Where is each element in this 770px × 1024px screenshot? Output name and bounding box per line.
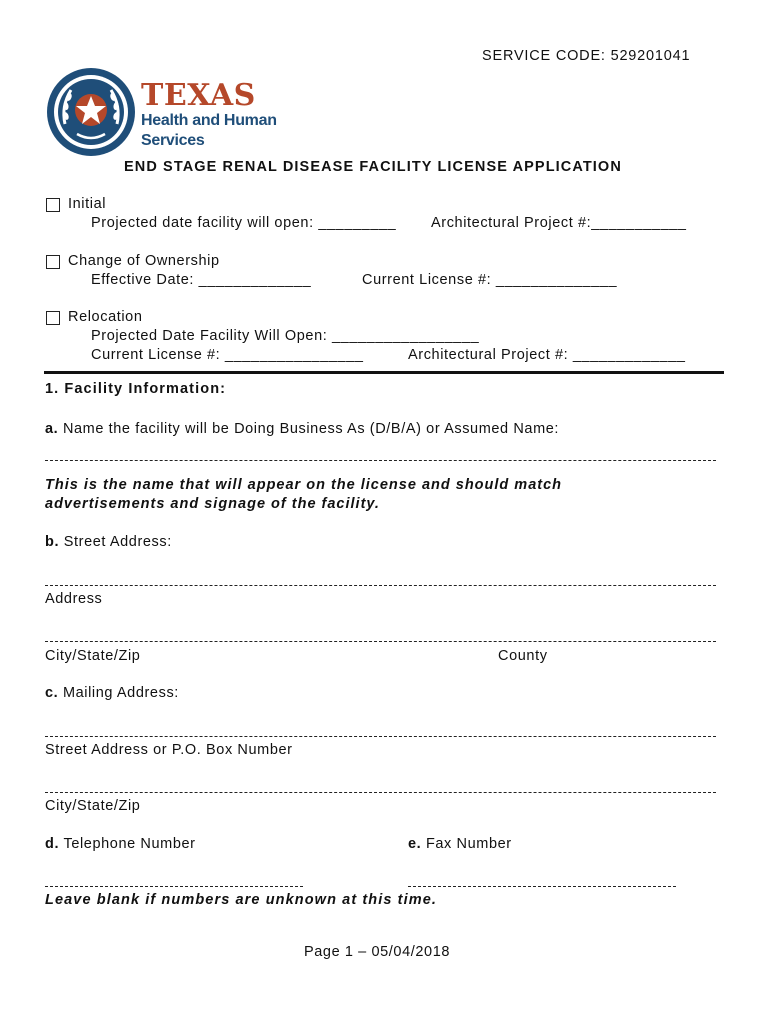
- initial-label: Initial: [68, 196, 107, 212]
- field-c-prefix: c.: [45, 685, 59, 701]
- field-d-prefix: d.: [45, 836, 60, 852]
- texas-seal-icon: [45, 66, 137, 158]
- mailing-street-input[interactable]: [45, 736, 716, 737]
- change-ownership-checkbox[interactable]: [46, 255, 60, 269]
- initial-arch-project[interactable]: Architectural Project #:___________: [431, 215, 687, 231]
- city-state-zip-caption: City/State/Zip: [45, 648, 141, 664]
- initial-projected-date[interactable]: Projected date facility will open: _________: [91, 215, 397, 231]
- page-title: END STAGE RENAL DISEASE FACILITY LICENSE APPLICATION: [124, 159, 622, 175]
- mailing-city-caption: City/State/Zip: [45, 798, 141, 814]
- dba-name-input[interactable]: [45, 460, 716, 461]
- telephone-input[interactable]: [45, 886, 303, 887]
- phone-note: Leave blank if numbers are unknown at this time.: [45, 892, 438, 908]
- mailing-city-input[interactable]: [45, 792, 716, 793]
- field-c-text: Mailing Address:: [62, 685, 179, 701]
- change-current-license[interactable]: Current License #: ______________: [362, 272, 618, 288]
- logo-services: Services: [141, 132, 205, 149]
- section-divider: [44, 371, 724, 374]
- relocation-label: Relocation: [68, 309, 143, 325]
- field-d-text: Telephone Number: [63, 836, 196, 852]
- mailing-street-caption: Street Address or P.O. Box Number: [45, 742, 293, 758]
- section1-heading: 1. Facility Information:: [45, 381, 227, 397]
- city-state-zip-input[interactable]: [45, 641, 716, 642]
- field-b-prefix: b.: [45, 534, 60, 550]
- address-caption: Address: [45, 591, 103, 607]
- field-a-note-2: advertisements and signage of the facility.: [45, 496, 380, 512]
- service-code: SERVICE CODE: 529201041: [482, 48, 691, 64]
- hhs-logo: [45, 66, 285, 156]
- field-c-label: [45, 685, 179, 701]
- field-a-note-1: This is the name that will appear on the license and should match: [45, 477, 563, 493]
- field-e-text: Fax Number: [425, 836, 512, 852]
- relocation-current-license[interactable]: Current License #: ________________: [91, 347, 364, 363]
- change-ownership-label: Change of Ownership: [68, 253, 220, 269]
- field-e-label: [408, 836, 512, 852]
- logo-texas: TEXAS: [141, 78, 256, 113]
- field-a-prefix: a.: [45, 421, 59, 437]
- county-caption: County: [498, 648, 548, 664]
- street-address-input[interactable]: [45, 585, 716, 586]
- page-footer: Page 1 – 05/04/2018: [304, 944, 451, 960]
- logo-health-human: Health and Human: [141, 112, 277, 129]
- relocation-projected-date[interactable]: Projected Date Facility Will Open: _________________: [91, 328, 480, 344]
- field-e-prefix: e.: [408, 836, 422, 852]
- field-a-label: [45, 421, 559, 437]
- relocation-arch-project[interactable]: Architectural Project #: _____________: [408, 347, 686, 363]
- change-effective-date[interactable]: Effective Date: _____________: [91, 272, 312, 288]
- field-a-text: Name the facility will be Doing Business As (D/B/A) or Assumed Name:: [62, 421, 560, 437]
- initial-checkbox[interactable]: [46, 198, 60, 212]
- fax-input[interactable]: [408, 886, 676, 887]
- field-d-label: [45, 836, 196, 852]
- field-b-label: [45, 534, 172, 550]
- relocation-checkbox[interactable]: [46, 311, 60, 325]
- field-b-text: Street Address:: [63, 534, 172, 550]
